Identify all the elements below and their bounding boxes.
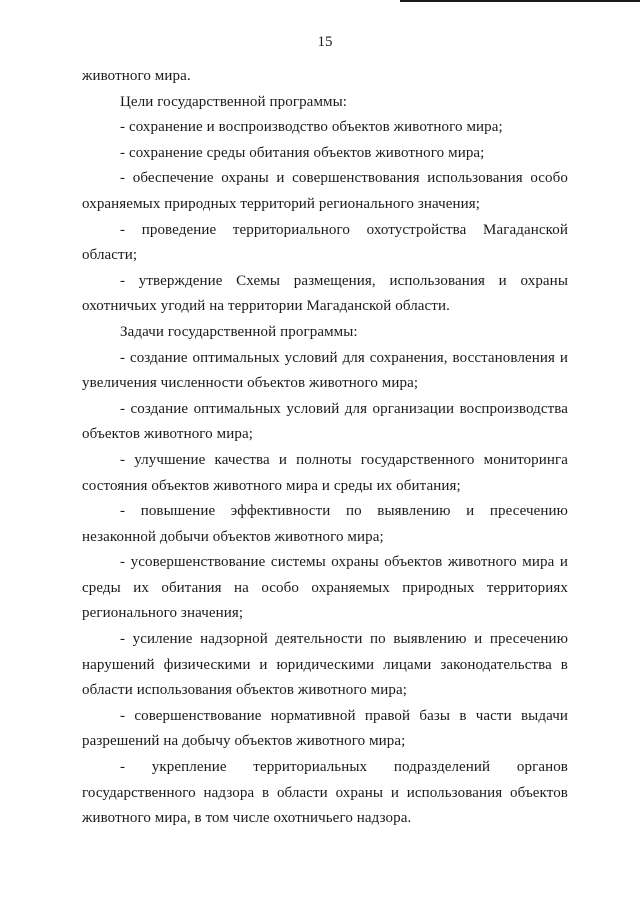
task-item: - создание оптимальных условий для сохранения, восстановления и увеличения численности объектов животного мира;: [82, 349, 568, 392]
task-item: - усиление надзорной деятельности по выявлению и пресечению нарушений физическими и юридическими лицами законодательства в области использования объектов животного мира;: [82, 631, 568, 699]
goal-item: - проведение территориального охотустройства Магаданской области;: [82, 221, 568, 264]
task-item: - усовершенствование системы охраны объектов животного мира и среды их обитания на особо охраняемых природных территориях регионального значения;: [82, 554, 568, 622]
goal-item: - обеспечение охраны и совершенствования использования особо охраняемых природных территорий регионального значения;: [82, 170, 568, 212]
goal-item: - утверждение Схемы размещения, использования и охраны охотничьих угодий на территории Магаданской области.: [82, 272, 568, 315]
task-item: - повышение эффективности по выявлению и пресечению незаконной добычи объектов животного мира;: [82, 503, 568, 545]
page-number: 15: [317, 34, 333, 50]
goal-item: - сохранение среды обитания объектов животного мира;: [120, 144, 485, 161]
paragraph-continuation: животного мира.: [82, 68, 191, 84]
document-body: [82, 64, 568, 832]
task-item: - улучшение качества и полноты государственного мониторинга состояния объектов животного мира и среды их обитания;: [82, 451, 568, 494]
task-item: - создание оптимальных условий для организации воспроизводства объектов животного мира;: [82, 400, 568, 443]
task-item: - совершенствование нормативной правой базы в части выдачи разрешений на добычу объектов животного мира;: [82, 707, 568, 750]
task-item: - укрепление территориальных подразделений органов государственного надзора в области охраны и использования объектов животного мира, в том числе охотничьего надзора.: [82, 759, 568, 827]
goal-item: - сохранение и воспроизводство объектов животного мира;: [120, 119, 503, 136]
section-heading-tasks: Задачи государственной программы:: [120, 323, 358, 340]
top-edge-rule: [400, 0, 640, 2]
section-heading-goals: Цели государственной программы:: [120, 93, 348, 110]
